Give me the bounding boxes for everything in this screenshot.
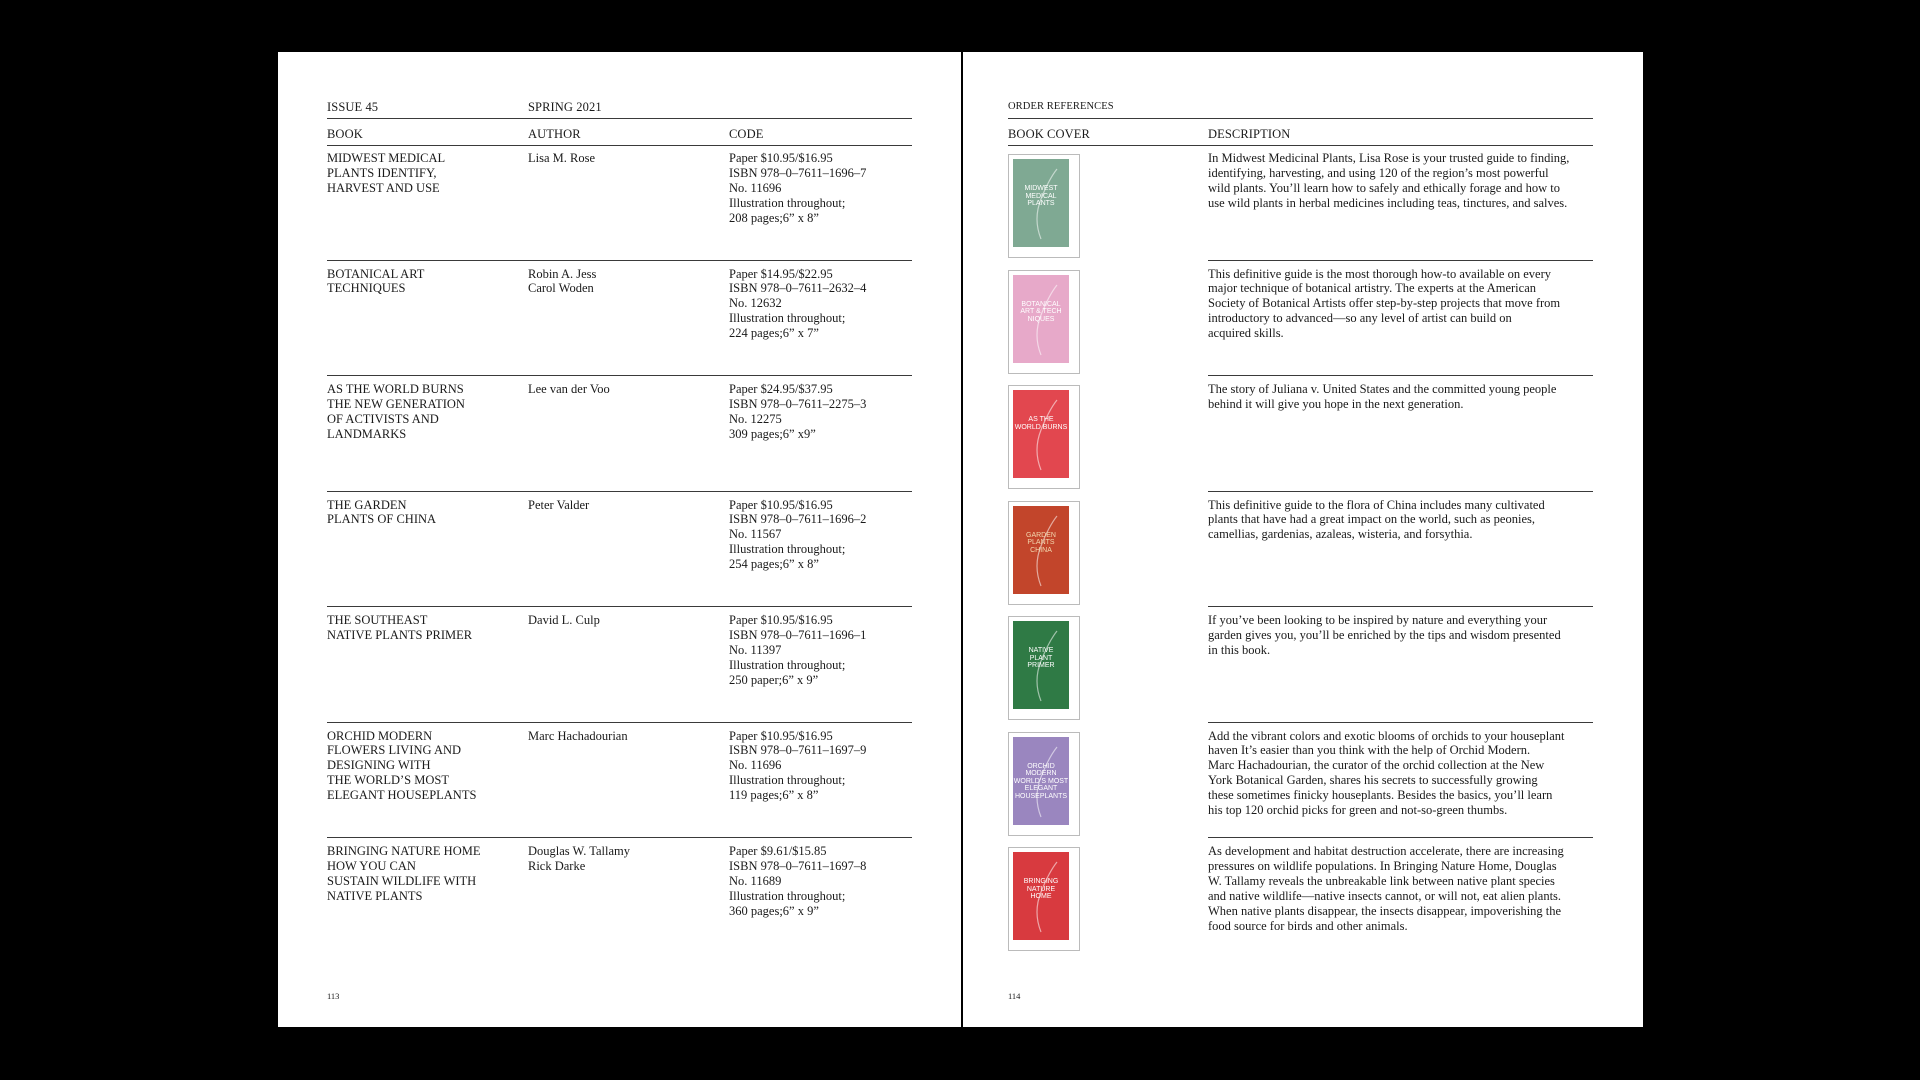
row-divider [1208, 837, 1593, 838]
book-author: Robin A. Jess Carol Woden [528, 266, 597, 296]
book-title: ORCHID MODERN FLOWERS LIVING AND DESIGNING WITH THE WORLD’S MOST ELEGANT HOUSEPLANTS [327, 728, 477, 803]
book-cover-image [1008, 270, 1080, 374]
row-divider [327, 722, 912, 723]
book-description: As development and habitat destruction accelerate, there are increasing pressures on wildlife populations. In Bringing Nature Home, Douglas W. Tallamy reveals the unbreakable link between native plant species and native wildlife—native insects cannot, or will not, eat alien plants. When native plants disappear, the insects disappear, impoverishing the food source for birds and other animals. [1208, 844, 1564, 933]
row-divider [327, 606, 912, 607]
row-divider [327, 837, 912, 838]
column-header-code: CODE [729, 127, 764, 141]
cover-title: ORCHID MODERN WORLD’S MOST ELEGANT HOUSEPLANTS [1013, 762, 1069, 800]
column-header-author: AUTHOR [528, 127, 581, 141]
row-divider [327, 260, 912, 261]
row-divider [327, 375, 912, 376]
book-title: THE SOUTHEAST NATIVE PLANTS PRIMER [327, 613, 473, 642]
section-label: ORDER REFERENCES [1008, 101, 1114, 112]
book-cover-image [1008, 501, 1080, 605]
issue-label: ISSUE 45 [327, 100, 379, 114]
page-number: 113 [327, 991, 340, 1001]
book-title: THE GARDEN PLANTS OF CHINA [327, 497, 437, 527]
book-author: Lisa M. Rose [528, 151, 596, 165]
left-page [278, 52, 961, 1027]
column-header-cover: BOOK COVER [1008, 127, 1090, 141]
book-code: Paper $10.95/$16.95 ISBN 978–0–7611–1696–1 No. 11397 Illustration throughout; 250 paper;6” x 9” [729, 613, 867, 687]
cover-title: AS THE WORLD BURNS [1014, 416, 1068, 431]
book-description: If you’ve been looking to be inspired by nature and everything your garden gives you, you’ll be enriched by the tips and wisdom presented in this book. [1208, 613, 1561, 657]
book-description: This definitive guide is the most thorough how-to available on every major technique of botanical artistry. The experts at the American Society of Botanical Artists offer step-by-step projects that move from introductory to advanced—so any level of artist can build on acquired skills. [1208, 266, 1561, 341]
row-divider [1208, 260, 1593, 261]
header-rule [327, 118, 912, 119]
row-divider [1208, 606, 1593, 607]
book-cover-image [1008, 385, 1080, 489]
book-code: Paper $24.95/$37.95 ISBN 978–0–7611–2275–3 No. 12275 309 pages;6” x9” [729, 382, 867, 441]
book-author: Douglas W. Tallamy Rick Darke [528, 844, 631, 873]
book-title: AS THE WORLD BURNS THE NEW GENERATION OF ACTIVISTS AND LANDMARKS [327, 382, 465, 441]
book-code: Paper $10.95/$16.95 ISBN 978–0–7611–1696–7 No. 11696 Illustration throughout; 208 pages;6” x 8” [729, 151, 867, 225]
book-title: BOTANICAL ART TECHNIQUES [327, 266, 425, 296]
header-rule [1008, 118, 1593, 119]
row-divider [1208, 722, 1593, 723]
book-description: Add the vibrant colors and exotic blooms of orchids to your houseplant haven It’s easier than you think with the help of Orchid Modern. Marc Hachadourian, the curator of the orchid collection at the New York Botanical Garden, shares his secrets to successfully growing these sometimes finicky houseplants. Besides the basics, you’ll learn his top 120 orchid picks for green and not-so-green thumbs. [1208, 728, 1565, 818]
book-cover-image [1008, 154, 1080, 258]
column-header-rule [327, 145, 912, 146]
book-description: The story of Juliana v. United States and the committed young people behind it will give you hope in the next generation. [1208, 382, 1557, 411]
column-header-rule [1008, 145, 1593, 146]
column-header-book: BOOK [327, 127, 363, 141]
row-divider [1208, 375, 1593, 376]
season-label: SPRING 2021 [528, 100, 602, 114]
book-author: David L. Culp [528, 613, 600, 627]
book-description: This definitive guide to the flora of China includes many cultivated plants that have had a great impact on the world, such as peonies, camellias, gardenias, azaleas, wisteria, and forsythia. [1208, 497, 1545, 542]
book-code: Paper $10.95/$16.95 ISBN 978–0–7611–1696–2 No. 11567 Illustration throughout; 254 pages;6” x 8” [729, 497, 867, 572]
cover-title: MIDWEST MEDICAL PLANTS [1024, 185, 1058, 207]
cover-artwork [1013, 390, 1069, 478]
row-divider [327, 491, 912, 492]
page-number: 114 [1008, 991, 1021, 1001]
row-divider [1208, 491, 1593, 492]
book-description: In Midwest Medicinal Plants, Lisa Rose is your trusted guide to finding, identifying, harvesting, and using 120 of the region’s most powerful wild plants. You’ll learn how to safely and ethically forage and how to use wild plants in herbal medicines including teas, tinctures, and salves. [1208, 151, 1570, 210]
book-author: Marc Hachadourian [528, 728, 628, 743]
right-page [963, 52, 1643, 1027]
book-cover-image [1008, 732, 1080, 836]
cover-title: GARDEN PLANTS CHINA [1026, 531, 1056, 554]
column-header-description: DESCRIPTION [1208, 127, 1291, 141]
book-cover-image [1008, 847, 1080, 951]
book-code: Paper $14.95/$22.95 ISBN 978–0–7611–2632–4 No. 12632 Illustration throughout; 224 pages;6” x 7” [729, 266, 867, 341]
cover-title: NATIVE PLANT PRIMER [1027, 647, 1055, 669]
book-cover-image [1008, 616, 1080, 720]
book-title: BRINGING NATURE HOME HOW YOU CAN SUSTAIN WILDLIFE WITH NATIVE PLANTS [327, 844, 481, 903]
book-code: Paper $10.95/$16.95 ISBN 978–0–7611–1697–9 No. 11696 Illustration throughout; 119 pages;6” x 8” [729, 728, 867, 803]
book-author: Lee van der Voo [528, 382, 610, 396]
book-author: Peter Valder [528, 497, 590, 512]
book-title: MIDWEST MEDICAL PLANTS IDENTIFY, HARVEST AND USE [327, 151, 446, 195]
book-code: Paper $9.61/$15.85 ISBN 978–0–7611–1697–8 No. 11689 Illustration throughout; 360 pages;6” x 9” [729, 844, 867, 918]
cover-title: BOTANICAL ART & TECH NIQUES [1020, 300, 1062, 323]
cover-title: BRINGING NATURE HOME [1023, 878, 1059, 900]
